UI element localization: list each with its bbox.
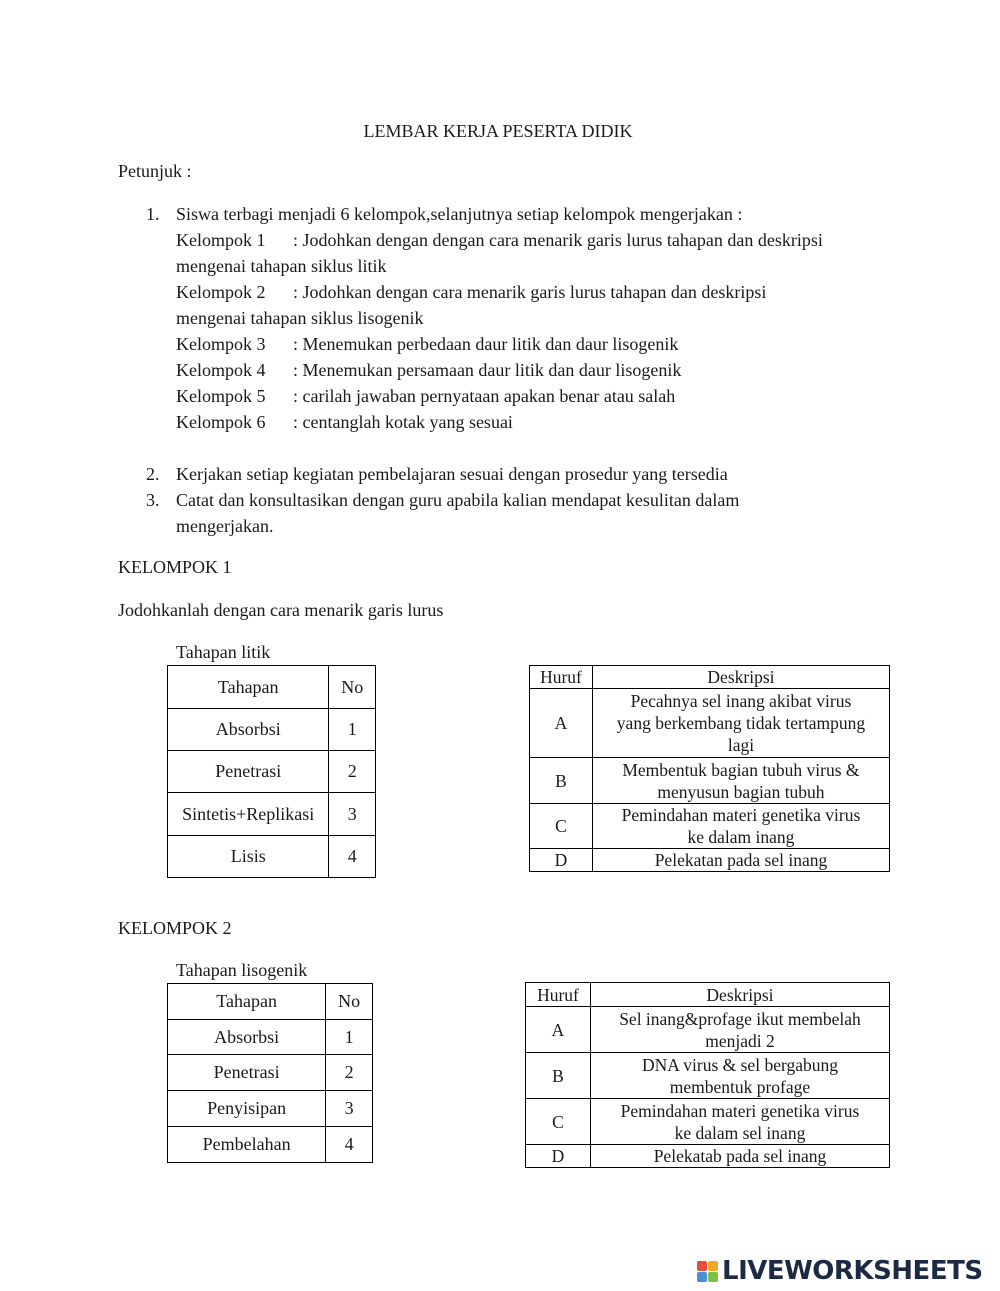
group-label: Kelompok 5 [176,386,266,406]
header-no: No [329,666,376,709]
description-cell [592,758,889,804]
instruction-number: 1. [146,204,160,224]
table-row [168,1055,373,1091]
no-cell: 4 [326,1127,373,1163]
stage-cell: Penetrasi [168,1055,326,1091]
group-label: Kelompok 2 [176,282,266,302]
page-title: LEMBAR KERJA PESERTA DIDIK [363,121,633,141]
liveworksheets-logo [697,1254,983,1288]
description-line: Membentuk bagian tubuh virus & [622,759,860,780]
table-row [530,804,890,849]
description-line: Pemindahan materi genetika virus [621,805,861,825]
group2-stages-table [167,983,373,1163]
no-cell: 3 [329,793,376,836]
header-description: Deskripsi [592,666,889,689]
header-description: Deskripsi [590,983,889,1007]
description-line: Pelekatab pada sel inang [653,1146,827,1166]
letter-cell: A [526,1007,591,1053]
description-line: Pelekatan pada sel inang [654,850,828,870]
description-cell [590,1007,889,1053]
liveworksheets-logo-icon [697,1261,718,1282]
table-row [168,793,376,836]
no-cell: 3 [326,1091,373,1127]
letter-cell: A [530,689,593,758]
description-line: ke dalam sel inang [674,1122,806,1143]
stage-cell: Penyisipan [168,1091,326,1127]
instruction-text: Siswa terbagi menjadi 6 kelompok,selanjutnya setiap kelompok mengerjakan : [176,204,743,224]
group-task: : Menemukan persamaan daur litik dan daur lisogenik [293,360,682,380]
description-line: DNA virus & sel bergabung [641,1054,838,1075]
group2-stage-title: Tahapan lisogenik [176,960,308,980]
description-cell [590,1145,889,1168]
header-letter: Huruf [530,666,593,689]
instruction-text: Kerjakan setiap kegiatan pembelajaran sesuai dengan prosedur yang tersedia [176,464,728,484]
no-cell: 1 [326,1020,373,1055]
description-cell [590,1053,889,1099]
stage-cell: Absorbsi [168,709,329,751]
group1-stages-table [167,665,376,878]
logo-square [708,1261,718,1271]
letter-cell: B [530,758,593,804]
stage-cell: Absorbsi [168,1020,326,1055]
stage-cell: Penetrasi [168,751,329,793]
group-label: Kelompok 3 [176,334,266,354]
stage-cell: Lisis [168,836,329,878]
group2-heading: KELOMPOK 2 [118,918,232,938]
table-row [168,709,376,751]
no-cell: 2 [326,1055,373,1091]
group-task: : Jodohkan dengan cara menarik garis lurus tahapan dan deskripsi [293,282,767,302]
table-row [526,1099,890,1145]
no-cell: 1 [329,709,376,751]
group-task: : Jodohkan dengan dengan cara menarik garis lurus tahapan dan deskripsi [293,230,823,250]
group-task-continued: mengenai tahapan siklus lisogenik [176,308,424,328]
letter-cell: B [526,1053,591,1099]
table-header-row [526,983,890,1007]
instruction-number: 2. [146,464,160,484]
table-row [530,758,890,804]
logo-square [697,1261,707,1271]
description-line: lagi [727,735,755,755]
logo-text: LIVEWORKSHEETS [722,1256,983,1286]
table-row [168,1020,373,1055]
group-task-continued: mengenai tahapan siklus litik [176,256,387,276]
table-header-row [530,666,890,689]
table-row [526,1053,890,1099]
description-cell [592,804,889,849]
table-header-row [168,666,376,709]
letter-cell: C [526,1099,591,1145]
table-row [168,751,376,793]
table-row [526,1145,890,1168]
description-cell [592,849,889,872]
logo-square [708,1272,718,1282]
group1-heading: KELOMPOK 1 [118,557,232,577]
group-task: : centanglah kotak yang sesuai [293,412,513,432]
no-cell: 2 [329,751,376,793]
table-row [168,1127,373,1163]
stage-cell: Sintetis+Replikasi [168,793,329,836]
header-letter: Huruf [526,983,591,1007]
stage-cell: Pembelahan [168,1127,326,1163]
instructions-label: Petunjuk : [118,161,192,181]
group-label: Kelompok 4 [176,360,266,380]
description-line: menjadi 2 [705,1030,775,1051]
description-line: Sel inang&profage ikut membelah [619,1008,861,1029]
description-line: ke dalam inang [687,827,795,847]
letter-cell: D [530,849,593,872]
group-label: Kelompok 1 [176,230,266,250]
header-no: No [326,984,373,1020]
description-line: menyusun bagian tubuh [657,781,825,802]
table-row [530,849,890,872]
header-stage: Tahapan [168,666,329,709]
instruction-number: 3. [146,490,160,510]
letter-cell: C [530,804,593,849]
group1-stage-title: Tahapan litik [176,642,271,662]
group1-task: Jodohkanlah dengan cara menarik garis lurus [118,600,444,620]
description-line: Pemindahan materi genetika virus [620,1100,860,1121]
instruction-text-continued: mengerjakan. [176,516,274,536]
description-line: Pecahnya sel inang akibat virus [630,691,852,711]
description-line: yang berkembang tidak tertampung [616,713,866,733]
table-row [168,1091,373,1127]
description-cell [592,689,889,758]
group1-descriptions-table [529,665,890,872]
description-line: membentuk profage [669,1076,811,1097]
table-row [526,1007,890,1053]
description-cell [590,1099,889,1145]
table-row [530,689,890,758]
instruction-text: Catat dan konsultasikan dengan guru apabila kalian mendapat kesulitan dalam [176,490,740,510]
table-row [168,836,376,878]
header-stage: Tahapan [168,984,326,1020]
group-task: : carilah jawaban pernyataan apakan benar atau salah [293,386,676,406]
group-task: : Menemukan perbedaan daur litik dan daur lisogenik [293,334,679,354]
logo-square [697,1272,707,1282]
table-header-row [168,984,373,1020]
letter-cell: D [526,1145,591,1168]
no-cell: 4 [329,836,376,878]
group-label: Kelompok 6 [176,412,266,432]
group2-descriptions-table [525,982,890,1168]
